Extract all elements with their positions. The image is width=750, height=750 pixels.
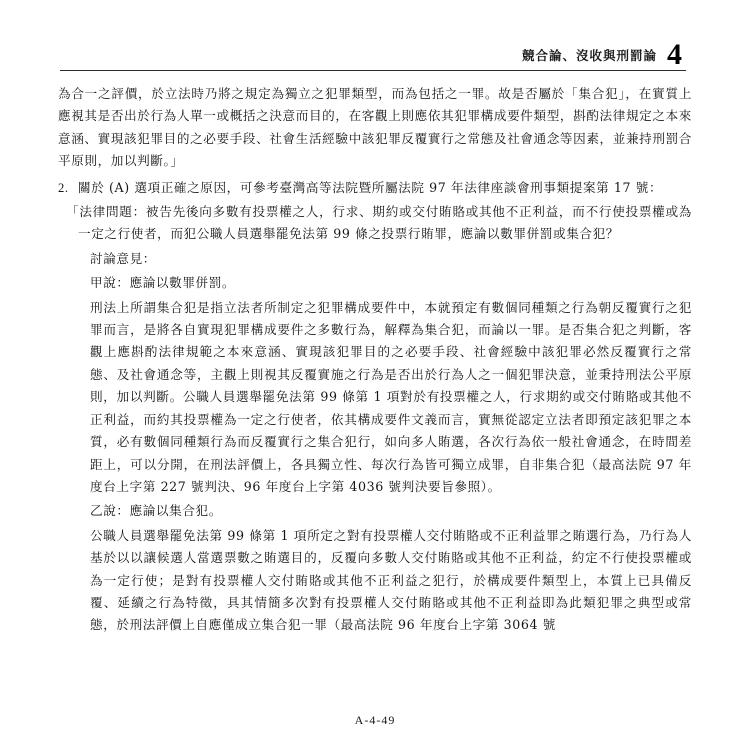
opinion-b-body: 公職人員選舉罷免法第 99 條第 1 項所定之對有投票權人交付賄賂或不正利益罪之賄選行為，乃行為人基於以以讓候選人當選票數之賄選目的，反覆向多數人交付賄賂或其他不正利益，約定不行使投票權或為一定行使；是對有投票權人交付賄賂或其他不正利益之犯行，於構成要件類型上，本質上已具備反覆、延續之行為特徵，具其情簡多次對有投票權人交付賄賂或其他不正利益即為此類犯罪之典型或常態，於刑法評價上自應僅成立集合犯一罪（最高法院 96 年度台上字第 3064 號 [90,527,692,633]
page-header [58,28,692,71]
document-body [58,83,692,637]
header-divider [60,70,686,71]
page-footer: A-4-49 [354,713,396,727]
list-item-2 [58,177,692,199]
opinion-a-heading: 甲說：應論以數罪併罰。 [90,275,236,291]
list-item-text: 關於 (A) 選項正確之原因，可參考臺灣高等法院暨所屬法院 97 年法律座談會刑事類提案第 17 號： [78,179,663,195]
list-marker: 2. [58,180,69,195]
paragraph-continuation: 為合一之評價，於立法時乃將之規定為獨立之犯罪類型，而為包括之一罪。故是否屬於「集合犯」，在實質上應視其是否出於行為人單一或概括之決意而目的，在客觀上則應依其犯罪構成要件類型，斟酌法律規定之本來意涵、實現該犯罪目的之必要手段、社會生活經驗中該犯罪反覆實行之常態及社會通念等因素，並兼持刑罰合平原則，加以判斷。」 [58,86,692,169]
header-chapter-number: 4 [667,38,682,71]
opinion-b-heading: 乙說：應論以集合犯。 [90,503,222,519]
opinion-a-body: 刑法上所謂集合犯是指立法者所制定之犯罪構成要件中，本就預定有數個同種類之行為朝反覆實行之犯罪而言，是將各自實現犯罪構成要件之多數行為，解釋為集合犯，而論以一罪。是否集合犯之判斷，客觀上應斟酌法律規範之本來意涵、實現該犯罪目的之必要手段、社會經驗中該犯罪必然反覆實行之常態、及社會通念等，主觀上則視其反覆實施之行為是否出於行為人之一個犯罪決意，並秉持刑法公平原則，加以判斷。公職人員選舉罷免法第 99 條第 1 項對於有投票權之人，行求期約或交付賄賂或其他不正利益，而約其投票權為一定之行使者，依其構成要件文義而言，實無從認定立法者即預定該犯罪之本質，必有數個同種類行為而反覆實行之集合犯行，如向多人賄選，各次行為依一般社會通念，在時間差距上，可以分開，在刑法評價上，各具獨立性、每次行為皆可獨立成罪，自非集合犯（最高法院 97 年度台上字第 227 號判決、96 年度台上字第 4036 號判決要旨參照）。 [90,299,692,494]
discussion-heading: 討論意見： [90,250,156,266]
quoted-question: 「法律問題：被告先後向多數有投票權之人，行求、期約或交付賄賂或其他不正利益，而不行使投票權或為一定之行使者，而犯公職人員選舉罷免法第 99 條之投票行賄罪，應論以數罪併罰或集合犯？ [66,204,692,242]
header-title: 競合論、沒收與刑罰論 [521,48,657,63]
